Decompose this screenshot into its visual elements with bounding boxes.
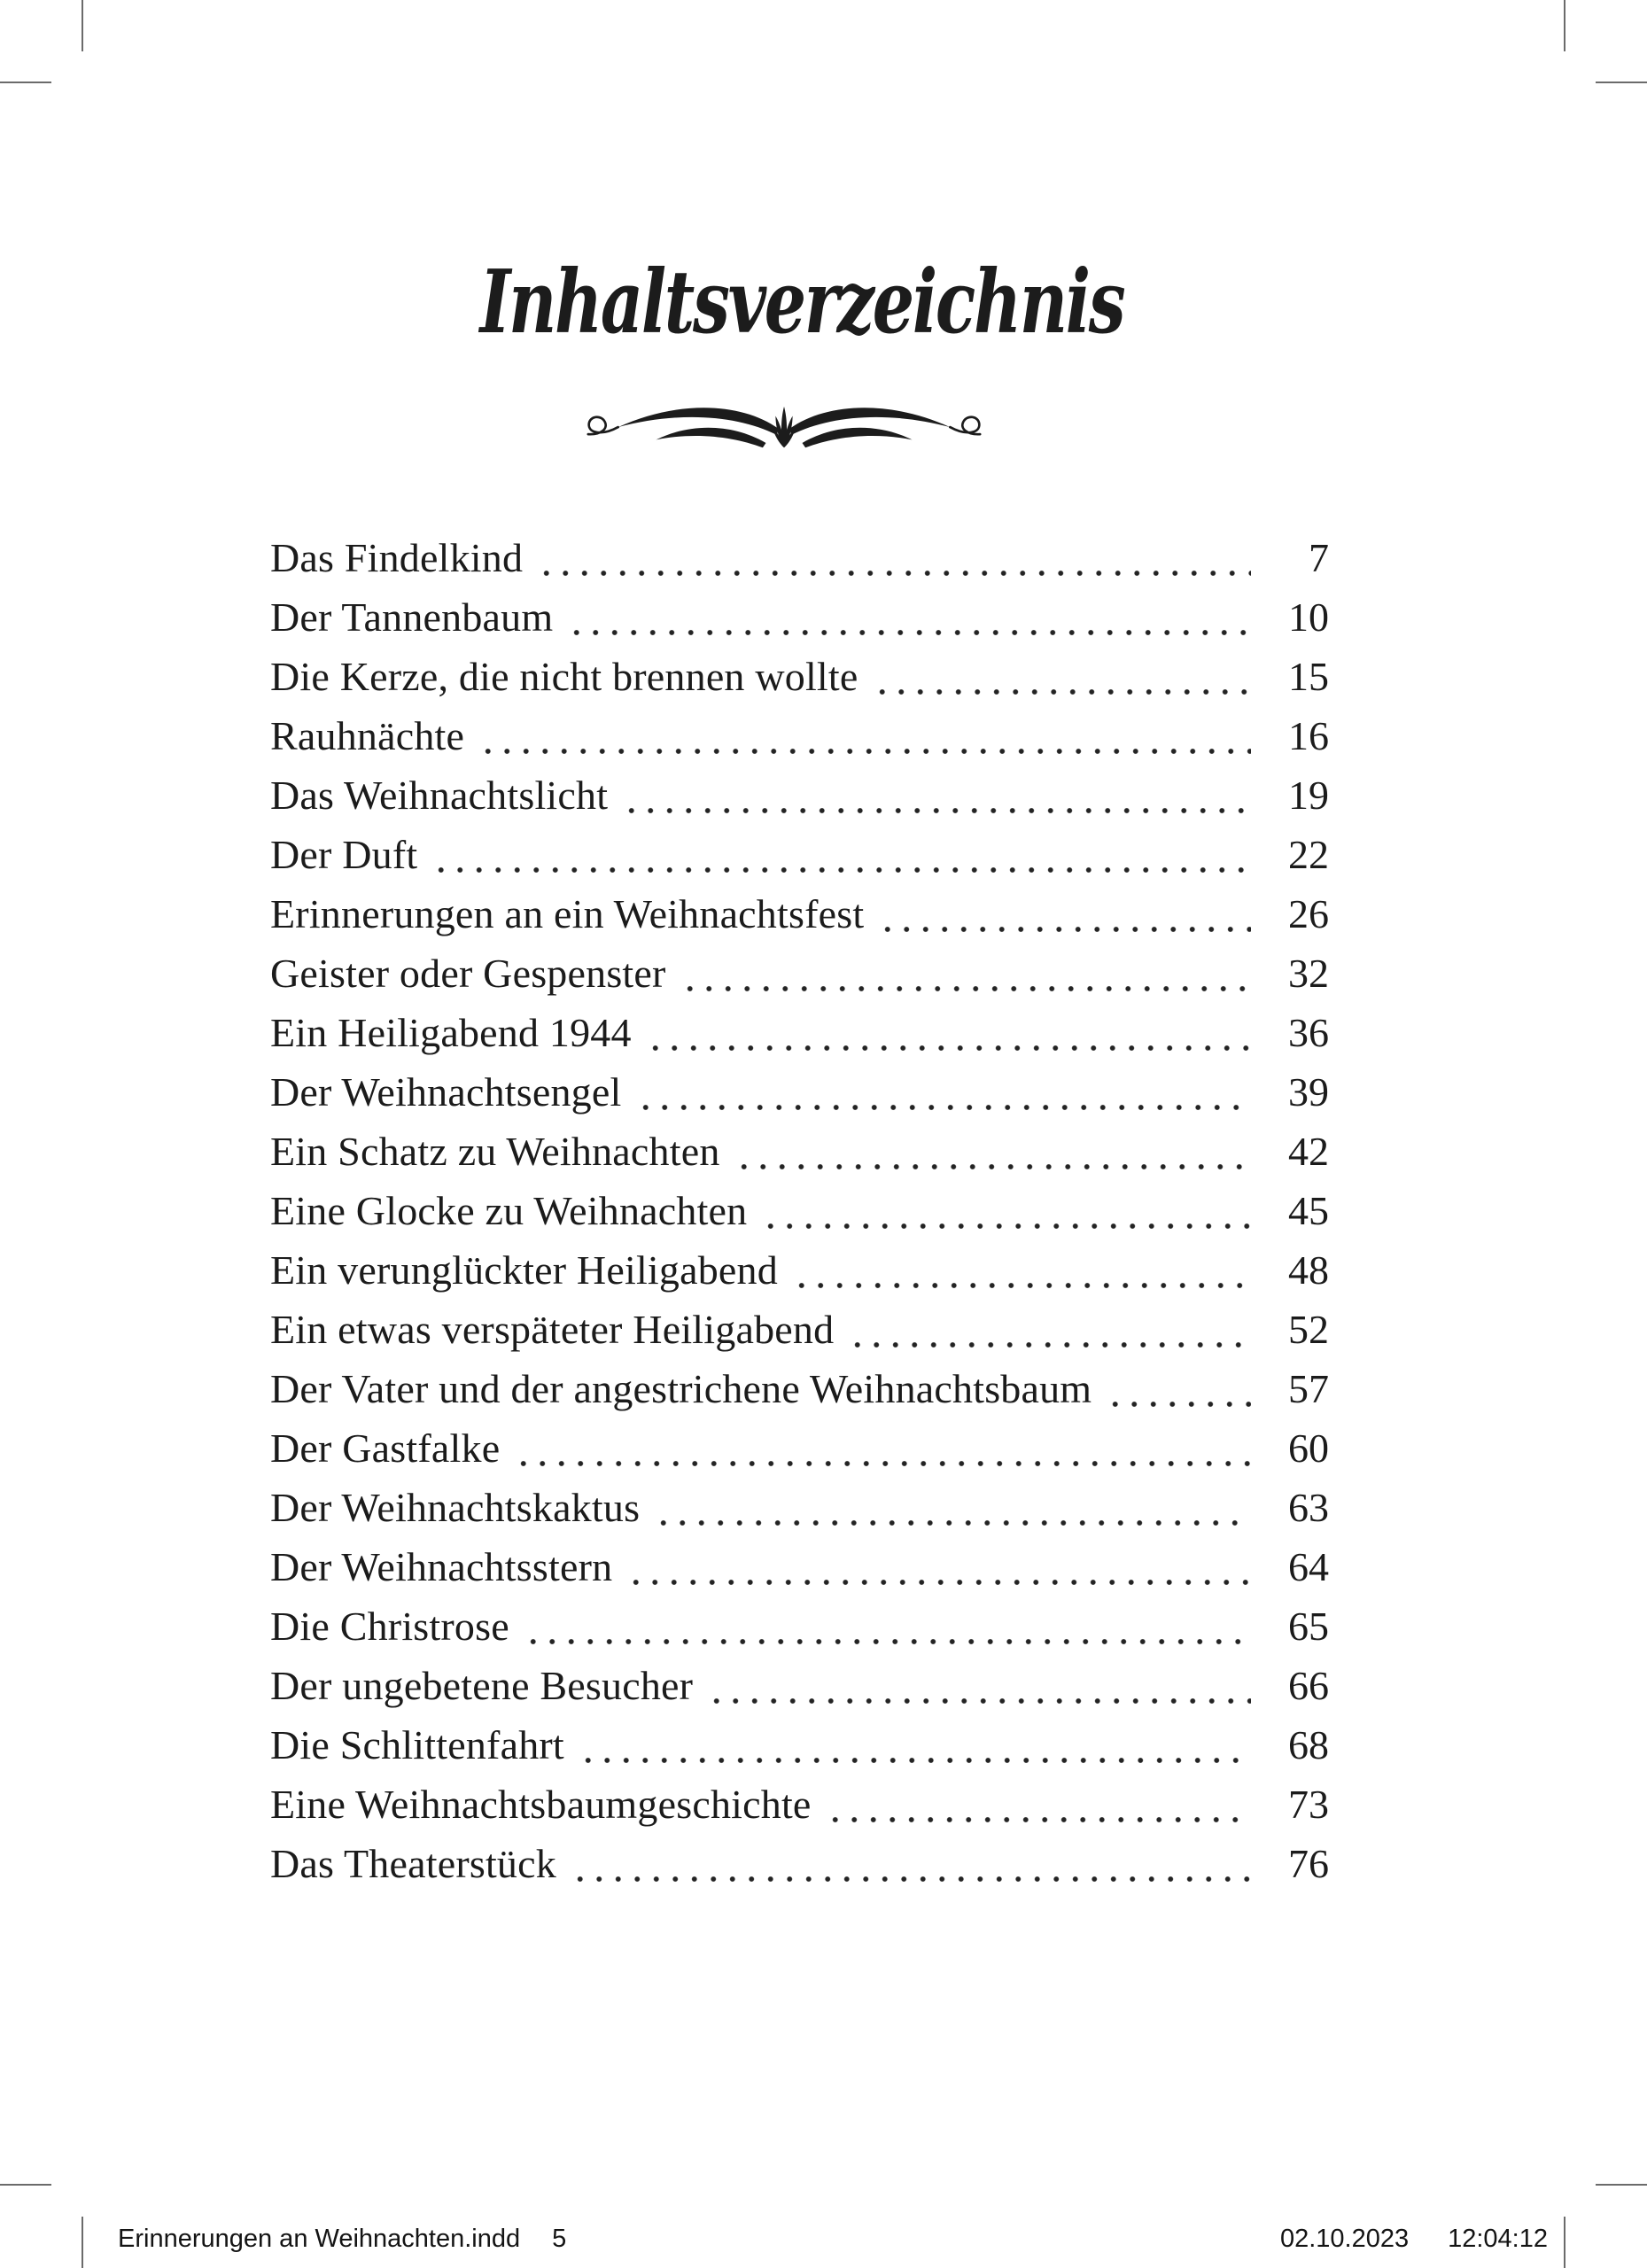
toc-leader-dots (873, 647, 1251, 706)
toc-entry-page: 57 (1288, 1366, 1329, 1411)
toc-row (270, 647, 1329, 706)
toc-entry-page: 22 (1288, 832, 1329, 877)
toc-row (270, 1418, 1329, 1478)
page-title: Inhaltsverzeichnis (479, 252, 1124, 353)
toc-entry-title: Die Schlittenfahrt (270, 1722, 564, 1767)
toc-row (270, 1300, 1329, 1359)
toc-row (270, 1181, 1329, 1240)
toc-leader-dots (478, 706, 1251, 765)
toc-entry-page: 10 (1288, 594, 1329, 640)
toc-leader-dots (792, 1240, 1251, 1300)
toc-entry-page: 42 (1288, 1129, 1329, 1174)
toc-entry-page: 45 (1288, 1188, 1329, 1233)
crop-mark-bottom-right-vertical (1564, 2217, 1565, 2268)
toc-row (270, 765, 1329, 825)
toc-entry-title: Die Christrose (270, 1604, 509, 1649)
toc-entry-page: 76 (1288, 1841, 1329, 1886)
crop-mark-top-right-horizontal (1596, 82, 1647, 83)
toc-entry-page: 36 (1288, 1010, 1329, 1055)
toc-entry-page: 66 (1288, 1663, 1329, 1708)
toc-row (270, 1478, 1329, 1537)
toc-entry-title: Der Vater und der angestrichene Weihnachtsbaum (270, 1366, 1092, 1411)
toc-entry-page: 60 (1288, 1425, 1329, 1471)
toc-row (270, 1596, 1329, 1656)
toc-leader-dots (654, 1478, 1251, 1537)
toc-entry-page: 64 (1288, 1544, 1329, 1589)
toc-list (270, 528, 1329, 1893)
toc-row (270, 884, 1329, 944)
toc-row (270, 1775, 1329, 1834)
toc-leader-dots (567, 587, 1251, 647)
toc-leader-dots (707, 1656, 1251, 1715)
toc-row (270, 1240, 1329, 1300)
toc-row (270, 1062, 1329, 1122)
toc-entry-page: 65 (1288, 1604, 1329, 1649)
toc-entry-title: Der Tannenbaum (270, 594, 554, 640)
toc-leader-dots (878, 884, 1251, 944)
toc-leader-dots (579, 1715, 1251, 1775)
toc-row (270, 1537, 1329, 1596)
toc-leader-dots (626, 1537, 1251, 1596)
toc-leader-dots (537, 528, 1251, 587)
toc-leader-dots (761, 1181, 1251, 1240)
toc-row (270, 1834, 1329, 1893)
slug-right (1280, 2225, 1548, 2254)
toc-entry-page: 63 (1288, 1485, 1329, 1530)
toc-entry-page: 32 (1288, 951, 1329, 996)
slug-left (118, 2225, 566, 2254)
toc-entry-page: 73 (1288, 1782, 1329, 1827)
flourish-ornament (576, 399, 992, 457)
toc-leader-dots (514, 1418, 1251, 1478)
toc-leader-dots (1106, 1359, 1251, 1418)
toc-entry-title: Ein verunglückter Heiligabend (270, 1247, 778, 1293)
toc-row (270, 1359, 1329, 1418)
slug-date: 02.10.2023 (1279, 2225, 1410, 2253)
toc-row (270, 706, 1329, 765)
toc-leader-dots (826, 1775, 1251, 1834)
toc-row (270, 825, 1329, 884)
toc-entry-title: Eine Weihnachtsbaumgeschichte (270, 1782, 812, 1827)
toc-entry-page: 68 (1288, 1722, 1329, 1767)
toc-row (270, 944, 1329, 1003)
toc-entry-page: 52 (1288, 1307, 1329, 1352)
crop-mark-bottom-right-horizontal (1596, 2184, 1647, 2186)
toc-entry-title: Ein Heiligabend 1944 (270, 1010, 632, 1055)
crop-mark-top-right-vertical (1564, 0, 1565, 51)
toc-entry-page: 26 (1288, 891, 1329, 936)
toc-entry-title: Der Weihnachtsstern (270, 1544, 613, 1589)
toc-entry-page: 48 (1288, 1247, 1329, 1293)
toc-row (270, 1715, 1329, 1775)
toc-leader-dots (646, 1003, 1251, 1062)
toc-leader-dots (622, 765, 1251, 825)
toc-entry-title: Ein etwas verspäteter Heiligabend (270, 1307, 835, 1352)
toc-entry-title: Erinnerungen an ein Weihnachtsfest (270, 891, 865, 936)
toc-leader-dots (636, 1062, 1252, 1122)
toc-entry-title: Das Findelkind (270, 535, 524, 580)
toc-leader-dots (524, 1596, 1251, 1656)
toc-entry-page: 19 (1288, 773, 1329, 818)
crop-mark-top-left-vertical (82, 0, 83, 51)
toc-entry-title: Eine Glocke zu Weihnachten (270, 1188, 748, 1233)
toc-entry-page: 7 (1309, 535, 1329, 580)
toc-entry-title: Der Weihnachtsengel (270, 1069, 622, 1115)
slug-sheet-number: 5 (552, 2225, 567, 2253)
crop-mark-top-left-horizontal (0, 82, 51, 83)
crop-mark-bottom-left-horizontal (0, 2184, 51, 2186)
slug-filename: Erinnerungen an Weihnachten.indd (118, 2225, 521, 2253)
toc-row (270, 528, 1329, 587)
toc-leader-dots (431, 825, 1251, 884)
toc-leader-dots (680, 944, 1251, 1003)
slug-time: 12:04:12 (1448, 2225, 1548, 2253)
toc-leader-dots (848, 1300, 1251, 1359)
toc-leader-dots (734, 1122, 1251, 1181)
toc-entry-title: Der Weihnachtskaktus (270, 1485, 641, 1530)
toc-row (270, 587, 1329, 647)
toc-row (270, 1656, 1329, 1715)
toc-entry-title: Der Gastfalke (270, 1425, 501, 1471)
toc-entry-title: Die Kerze, die nicht brennen wollte (270, 654, 858, 699)
toc-leader-dots (571, 1834, 1251, 1893)
toc-entry-page: 15 (1288, 654, 1329, 699)
toc-entry-title: Ein Schatz zu Weihnachten (270, 1129, 720, 1174)
toc-entry-page: 16 (1288, 713, 1329, 758)
toc-row (270, 1003, 1329, 1062)
toc-entry-title: Der ungebetene Besucher (270, 1663, 694, 1708)
toc-entry-title: Das Weihnachtslicht (270, 773, 609, 818)
toc-entry-title: Der Duft (270, 832, 418, 877)
toc-entry-title: Geister oder Gespenster (270, 951, 666, 996)
toc-entry-title: Das Theaterstück (270, 1841, 556, 1886)
toc-row (270, 1122, 1329, 1181)
toc-entry-title: Rauhnächte (270, 713, 465, 758)
crop-mark-bottom-left-vertical (82, 2217, 83, 2268)
toc-entry-page: 39 (1288, 1069, 1329, 1115)
